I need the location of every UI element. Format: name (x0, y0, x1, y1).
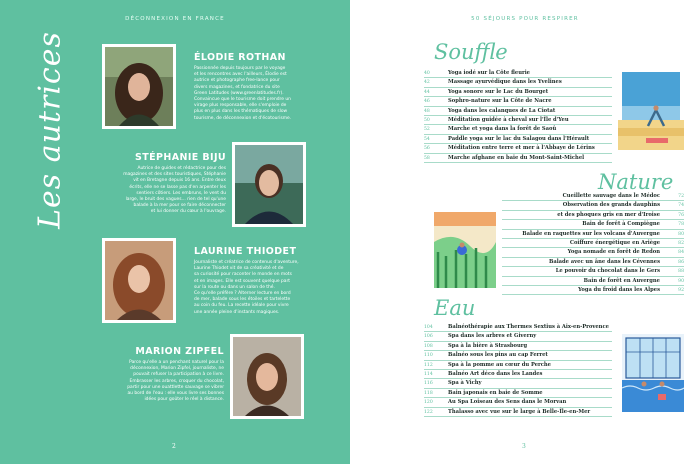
author-photo-marion (230, 334, 304, 419)
toc-item-title: Balnéo sous les pins au cap Ferret (448, 352, 548, 359)
toc-item (424, 379, 612, 388)
toc-item-title: Le pouvoir du chocolat dans le Gers (555, 268, 660, 275)
toc-item-title: Au Spa Loiseau des Sens dans le Morvan (448, 399, 567, 406)
toc-item (424, 332, 612, 341)
toc-item-page-number: 118 (424, 390, 433, 396)
toc-item-page-number: 122 (424, 409, 433, 415)
toc-item-page-number: 44 (424, 89, 430, 95)
toc-item (502, 267, 684, 276)
toc-souffle (424, 69, 612, 163)
toc-item (502, 286, 684, 295)
author-photo-elodie (102, 44, 176, 129)
section-title-eau: Eau (434, 296, 476, 320)
toc-item (424, 398, 612, 407)
toc-item-page-number: 106 (424, 334, 433, 340)
toc-item-page-number: 46 (424, 99, 430, 105)
toc-item (502, 230, 684, 239)
toc-item (424, 323, 612, 332)
toc-item-title: Yoga dans les calanques de La Ciotat (448, 107, 556, 114)
toc-item (424, 144, 612, 153)
toc-item-title: Sophro-nature sur la Côte de Nacre (448, 98, 552, 105)
right-page (350, 0, 700, 464)
toc-item-page-number: 114 (424, 371, 433, 377)
author-photo-stephanie (232, 142, 306, 227)
toc-item-page-number: 52 (424, 127, 430, 133)
running-head: 50 SÉJOURS POUR RESPIRER (471, 16, 579, 22)
author-name: STÉPHANIE BIJU (135, 152, 226, 163)
page-number: 2 (172, 443, 176, 450)
toc-item-page-number: 86 (678, 259, 684, 265)
toc-item-title: Yoga iodé sur la Côte fleurie (448, 70, 530, 76)
toc-item (502, 201, 684, 210)
illustration-spa-pool (622, 334, 684, 412)
illustration-yoga-beach (618, 66, 684, 152)
toc-item-title: Massage ayurvédique dans les Yvelines (448, 79, 562, 86)
page-number: 3 (522, 443, 526, 450)
toc-item-page-number: 84 (678, 250, 684, 256)
toc-item-title: Méditation entre terre et mer à l'Abbaye de Lérins (448, 145, 595, 152)
toc-item-page-number: 88 (678, 269, 684, 275)
author-name: LAURINE THIODET (194, 246, 297, 257)
toc-item-title: Spa à Vichy (448, 380, 482, 387)
toc-item-page-number: 72 (678, 194, 684, 199)
toc-item-page-number: 76 (678, 212, 684, 218)
toc-item-title: et des phoques gris en mer d'Iroise (557, 211, 660, 218)
toc-item (502, 239, 684, 248)
toc-item-title: Observation des grands dauphins (562, 202, 660, 209)
toc-item-title: Thalasso avec vue sur le large à Belle-Île-en-Mer (448, 408, 591, 415)
toc-item-page-number: 42 (424, 80, 430, 86)
toc-item-title: Bain japonais en baie de Somme (448, 389, 543, 396)
author-bio: Passionnée depuis toujours par le voyage et les rencontres avec l'ailleurs, Élodie est autrice et photographe free-lance pour divers magazines, et fondatrice du site Green Latitudes (www.greenlatitudes.fr). Convaincue que le tourisme doit prendre un virage plus responsable, elle s'emploie de plus en plus dans les thématiques de slow tourisme, de déconnexion et d'écotourisme. (194, 66, 292, 121)
toc-item (424, 78, 612, 87)
toc-eau (424, 323, 612, 417)
section-title-souffle: Souffle (434, 40, 508, 64)
author-name: MARION ZIPFEL (135, 346, 224, 357)
toc-item-page-number: 110 (424, 353, 433, 359)
illustration-forest (434, 212, 496, 288)
toc-item (424, 370, 612, 379)
toc-item (502, 192, 684, 201)
toc-item (502, 220, 684, 229)
toc-item-title: Paddle yoga sur le lac du Salagou dans l'Hérault (448, 135, 590, 142)
toc-item (424, 408, 612, 417)
toc-item-title: Yoga du froid dans les Alpes (578, 286, 660, 293)
toc-item (424, 97, 612, 106)
toc-item-page-number: 48 (424, 108, 430, 114)
toc-item-title: Cueillette sauvage dans le Médoc (562, 193, 660, 199)
toc-item-title: Méditation guidée à cheval sur l'Île d'Yeu (448, 116, 569, 123)
toc-nature (502, 192, 684, 295)
toc-item-title: Spa à la bière à Strasbourg (448, 342, 528, 349)
toc-item-page-number: 90 (678, 278, 684, 284)
toc-item-page-number: 108 (424, 343, 433, 349)
toc-item-title: Balnéo Art déco dans les Landes (448, 370, 543, 377)
toc-item-title: Spa à la pomme au cœur du Perche (448, 361, 551, 368)
toc-item-page-number: 104 (424, 325, 433, 330)
toc-item-title: Spa dans les arbres et Giverny (448, 333, 537, 340)
toc-item-page-number: 58 (424, 155, 430, 161)
toc-item (424, 361, 612, 370)
toc-item-page-number: 54 (424, 136, 430, 142)
author-bio: Autrice de guides et rédactrice pour des magazines et des sites touristiques, Stéphanie vit en Bretagne depuis 16 ans. Entre deux écrits, elle ne se lasse pas d'en arpenter les sentiers côtiers. Les embruns, le vent du large, le bruit des vagues... rien de tel qu'une balade à la mer pour se faire déconnecter et lui donner du cœur à l'ouvrage. (123, 166, 226, 215)
author-photo-laurine (102, 238, 176, 323)
toc-item-page-number: 78 (678, 222, 684, 228)
toc-item-page-number: 116 (424, 381, 433, 387)
toc-item-page-number: 56 (424, 146, 430, 152)
toc-item (424, 116, 612, 125)
section-title-nature: Nature (598, 170, 674, 194)
toc-item-title: Marche afghane en baie du Mont-Saint-Michel (448, 154, 585, 161)
toc-item (424, 135, 612, 144)
page-title: Les autrices (32, 31, 68, 229)
toc-item-page-number: 112 (424, 362, 433, 368)
toc-item (424, 351, 612, 360)
toc-item-title: Bain de forêt à Compiègne (582, 221, 660, 228)
toc-item-title: Marche et yoga dans la forêt de Saoû (448, 126, 557, 133)
toc-item (424, 154, 612, 163)
author-bio: Parce qu'elle a un penchant naturel pour la déconnexion, Marion Zipfel, journaliste, ne pouvait refuser la participation à ce livre. Embrasser les arbres, croquer du chocolat, partir pour une ouattlette sauvage se vibrer au bord de l'eau : elle vous livre ses bonnes idées pour goûter le réel à distance. (127, 360, 224, 403)
toc-item-title: Balnéothérapie aux Thermes Sextius à Aix-en-Provence (448, 324, 609, 330)
toc-item (424, 125, 612, 134)
toc-item-title: Yoga nomade en forêt de Redon (567, 249, 660, 256)
toc-item (502, 248, 684, 257)
running-head: DÉCONNEXION EN FRANCE (125, 16, 225, 22)
toc-item-title: Yoga sonore sur le Lac du Bourget (448, 88, 549, 95)
author-bio: Journaliste et créatrice de contenus d'aventure, Laurine Thiodet vit de sa créativité et de sa curiosité pour raconter le monde en mots et en images. Elle est souvent quelque part sur la route ou dans un salon de thé. Ce qu'elle préfère ? Alterner lecture en bord de mer, balade sous les étoiles et tartelette au coin du feu. La recette idéale pour vivre une année pleine d'instants magiques. (194, 260, 299, 315)
toc-item (424, 69, 612, 78)
toc-item-title: Bain de forêt en Auvergne (583, 277, 660, 284)
toc-item (424, 107, 612, 116)
toc-item-title: Balade avec un âne dans les Cévennes (548, 258, 660, 265)
toc-item-title: Coiffure énergétique en Ariège (569, 239, 660, 246)
toc-item (502, 277, 684, 286)
toc-item-page-number: 50 (424, 117, 430, 123)
toc-item-page-number: 92 (678, 287, 684, 293)
toc-item-page-number: 80 (678, 231, 684, 237)
toc-item (502, 258, 684, 267)
toc-item (424, 88, 612, 97)
toc-item-page-number: 74 (678, 203, 684, 209)
toc-item (502, 211, 684, 220)
toc-item-title: Balade en raquettes sur les volcans d'Auvergne (522, 230, 660, 237)
author-name: ÉLODIE ROTHAN (194, 52, 286, 63)
toc-item-page-number: 82 (678, 240, 684, 246)
toc-item (424, 342, 612, 351)
toc-item-page-number: 120 (424, 400, 433, 406)
toc-item-page-number: 40 (424, 71, 430, 76)
toc-item (424, 389, 612, 398)
